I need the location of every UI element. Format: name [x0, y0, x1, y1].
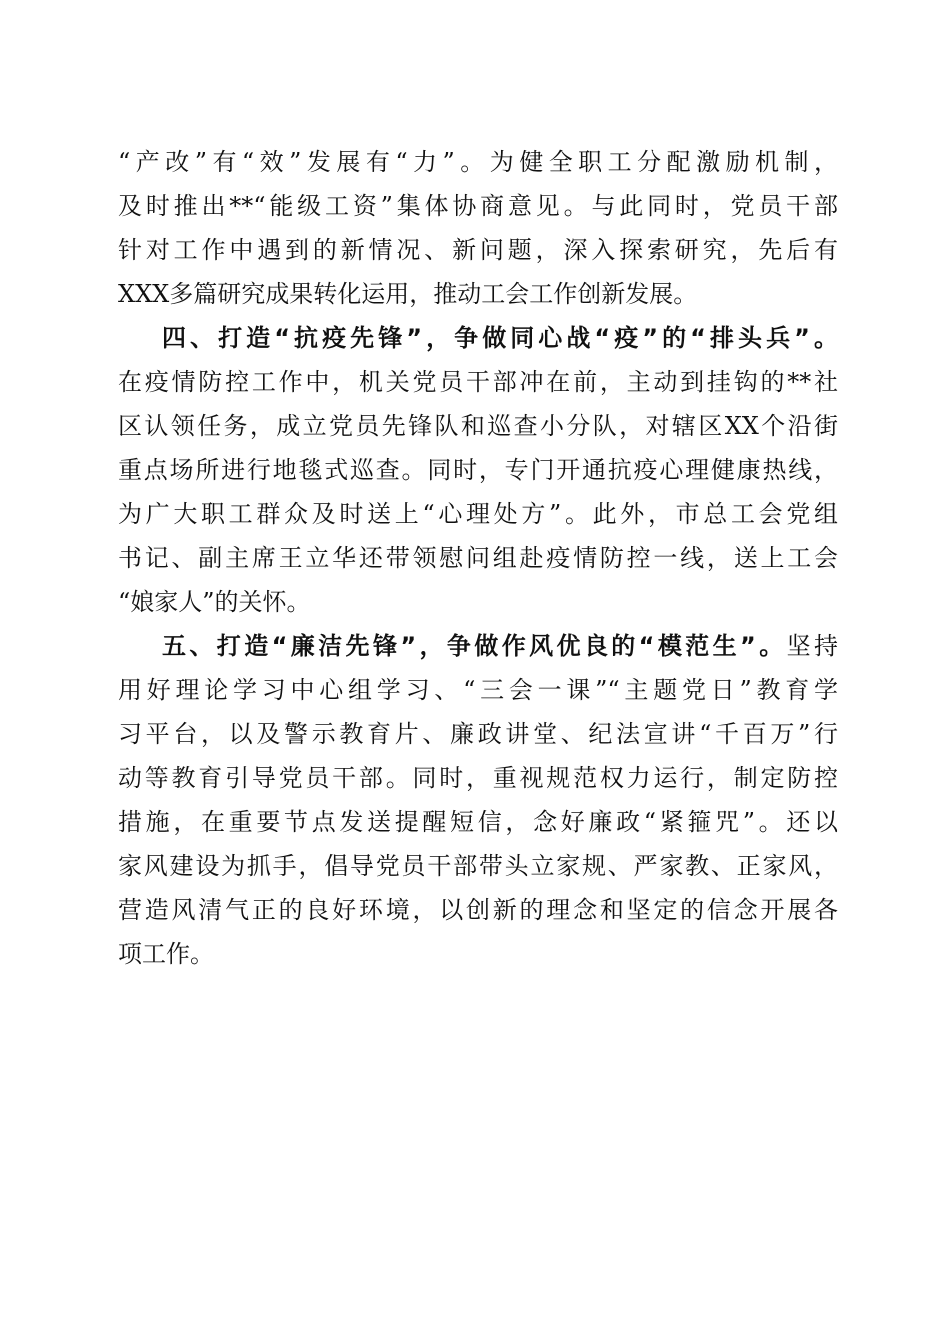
section-heading-five: 五、打造“廉洁先锋”，争做作风优良的“模范生”。	[162, 632, 787, 660]
paragraph-line: “娘家人”的关怀。	[118, 588, 311, 616]
paragraph-line: 项工作。	[118, 940, 214, 968]
paragraph-line: 重点场所进行地毯式巡查。同时，专门开通抗疫心理健康热线，	[118, 456, 838, 484]
paragraph-line: 措施，在重要节点发送提醒短信，念好廉政“紧箍咒”。还以	[118, 808, 838, 836]
paragraph-line: 用好理论学习中心组学习、“三会一课”“主题党日”教育学	[118, 676, 838, 704]
paragraph-line: “产改”有“效”发展有“力”。为健全职工分配激励机制，	[118, 148, 838, 176]
paragraph-line: 区认领任务，成立党员先锋队和巡查小分队，对辖区XX个沿街	[118, 412, 838, 440]
paragraph-line: 针对工作中遇到的新情况、新问题，深入探索研究，先后有	[118, 236, 838, 264]
paragraph-line: 在疫情防控工作中，机关党员干部冲在前，主动到挂钩的**社	[118, 368, 838, 396]
paragraph-line: 动等教育引导党员干部。同时，重视规范权力运行，制定防控	[118, 764, 838, 792]
paragraph-line: 家风建设为抓手，倡导党员干部带头立家规、严家教、正家风，	[118, 852, 838, 880]
paragraph-line: 习平台，以及警示教育片、廉政讲堂、纪法宣讲“千百万”行	[118, 720, 838, 748]
section-heading-four: 四、打造“抗疫先锋”，争做同心战“疫”的“排头兵”。	[162, 324, 838, 352]
paragraph-line: 营造风清气正的良好环境，以创新的理念和坚定的信念开展各	[118, 896, 838, 924]
paragraph-3	[118, 624, 838, 976]
paragraph-1	[118, 140, 838, 316]
paragraph-line: 及时推出**“能级工资”集体协商意见。与此同时，党员干部	[118, 192, 838, 220]
section-heading-five-line	[118, 624, 838, 668]
paragraph-2	[118, 316, 838, 624]
document-page	[118, 140, 838, 976]
paragraph-line: 为广大职工群众及时送上“心理处方”。此外，市总工会党组	[118, 500, 838, 528]
heading-tail-text: 坚持	[786, 632, 839, 660]
paragraph-line: 书记、副主席王立华还带领慰问组赴疫情防控一线，送上工会	[118, 544, 838, 572]
paragraph-line: XXX多篇研究成果转化运用，推动工会工作创新发展。	[118, 280, 698, 308]
